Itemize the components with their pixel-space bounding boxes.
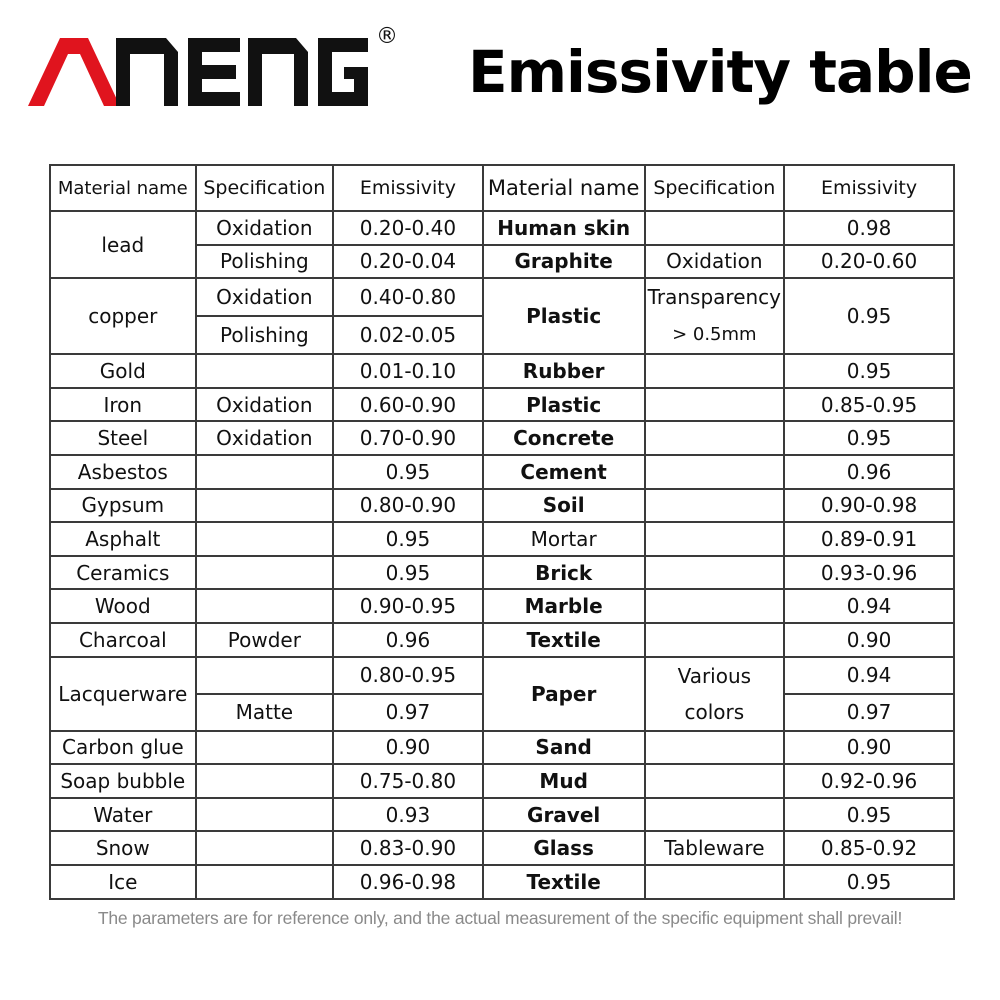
- material-name: Brick: [483, 556, 645, 590]
- emissivity: 0.95: [784, 354, 954, 388]
- material-name: Gold: [50, 354, 196, 388]
- table-row: [50, 589, 954, 623]
- material-name: Carbon glue: [50, 731, 196, 765]
- table-row: [50, 831, 954, 865]
- emissivity: 0.95: [784, 421, 954, 455]
- table-row: [50, 865, 954, 899]
- header-emissivity: Emissivity: [784, 165, 954, 211]
- specification: [196, 556, 334, 590]
- specification: [645, 421, 785, 455]
- specification: [196, 764, 334, 798]
- brand-name: [28, 22, 32, 23]
- table-row: [50, 798, 954, 832]
- specification: Oxidation: [196, 421, 334, 455]
- table-row: [50, 455, 954, 489]
- emissivity: 0.20-0.04: [333, 245, 483, 279]
- emissivity: 0.96: [333, 623, 483, 657]
- specification: [645, 589, 785, 623]
- emissivity: 0.92-0.96: [784, 764, 954, 798]
- specification: [645, 865, 785, 899]
- emissivity: 0.95: [333, 522, 483, 556]
- specification: Powder: [196, 623, 334, 657]
- emissivity: 0.80-0.95: [333, 657, 483, 694]
- emissivity: 0.90: [784, 623, 954, 657]
- table-row: [50, 731, 954, 765]
- table-row: [50, 623, 954, 657]
- emissivity: 0.20-0.60: [784, 245, 954, 279]
- emissivity: 0.93-0.96: [784, 556, 954, 590]
- specification: [196, 489, 334, 523]
- emissivity: 0.85-0.92: [784, 831, 954, 865]
- emissivity: 0.40-0.80: [333, 278, 483, 316]
- specification: [196, 354, 334, 388]
- page-title: Emissivity table: [468, 38, 972, 106]
- specification: [196, 455, 334, 489]
- emissivity: 0.97: [333, 694, 483, 731]
- emissivity: 0.20-0.40: [333, 211, 483, 245]
- emissivity: 0.97: [784, 694, 954, 731]
- emissivity: 0.90: [333, 731, 483, 765]
- table-row: [50, 522, 954, 556]
- material-name: Steel: [50, 421, 196, 455]
- specification: [196, 657, 334, 694]
- material-name: Snow: [50, 831, 196, 865]
- spec-line: > 0.5mm: [672, 324, 757, 346]
- header-emissivity: Emissivity: [333, 165, 483, 211]
- emissivity: 0.75-0.80: [333, 764, 483, 798]
- material-name: Iron: [50, 388, 196, 422]
- material-name: Water: [50, 798, 196, 832]
- material-name: Plastic: [483, 388, 645, 422]
- disclaimer-text: The parameters are for reference only, and the actual measurement of the specific equipment shall prevail!: [97, 908, 903, 928]
- specification: Oxidation: [196, 278, 334, 316]
- material-name: Textile: [483, 623, 645, 657]
- specification: [196, 522, 334, 556]
- emissivity: 0.02-0.05: [333, 316, 483, 354]
- material-name: Mud: [483, 764, 645, 798]
- emissivity: 0.90: [784, 731, 954, 765]
- table-row: [50, 354, 954, 388]
- table-row: [50, 556, 954, 590]
- material-name: Graphite: [483, 245, 645, 279]
- emissivity: 0.83-0.90: [333, 831, 483, 865]
- specification: [645, 489, 785, 523]
- emissivity: 0.90-0.95: [333, 589, 483, 623]
- emissivity: 0.94: [784, 657, 954, 694]
- header-material-name: Material name: [483, 165, 645, 211]
- material-name: Mortar: [483, 522, 645, 556]
- material-name: lead: [50, 211, 196, 278]
- spec-line: Various: [677, 663, 752, 688]
- emissivity: 0.94: [784, 589, 954, 623]
- emissivity: 0.95: [333, 556, 483, 590]
- specification: [645, 522, 785, 556]
- emissivity: 0.70-0.90: [333, 421, 483, 455]
- material-name: Human skin: [483, 211, 645, 245]
- material-name: Lacquerware: [50, 657, 196, 731]
- specification: [645, 556, 785, 590]
- specification: [645, 388, 785, 422]
- emissivity: 0.96-0.98: [333, 865, 483, 899]
- header-material-name: Material name: [50, 165, 196, 211]
- emissivity: 0.95: [784, 865, 954, 899]
- emissivity: 0.95: [784, 798, 954, 832]
- emissivity: 0.98: [784, 211, 954, 245]
- material-name: Cement: [483, 455, 645, 489]
- header-specification: Specification: [196, 165, 334, 211]
- aneng-logo-mark: [28, 22, 368, 112]
- specification: [196, 865, 334, 899]
- material-name: Paper: [483, 657, 645, 731]
- material-name: Plastic: [483, 278, 645, 354]
- specification: Polishing: [196, 245, 334, 279]
- emissivity: 0.95: [333, 455, 483, 489]
- specification: Oxidation: [196, 388, 334, 422]
- registered-mark: ®: [376, 24, 398, 49]
- emissivity: 0.01-0.10: [333, 354, 483, 388]
- material-name: Glass: [483, 831, 645, 865]
- header-row: [50, 165, 954, 211]
- specification: [645, 278, 785, 354]
- emissivity: 0.90-0.98: [784, 489, 954, 523]
- table-row: [50, 211, 954, 245]
- material-name: Asphalt: [50, 522, 196, 556]
- spec-line: Transparency: [647, 285, 782, 310]
- material-name: Ceramics: [50, 556, 196, 590]
- material-name: Concrete: [483, 421, 645, 455]
- specification: [645, 455, 785, 489]
- material-name: Ice: [50, 865, 196, 899]
- spec-line: colors: [684, 699, 745, 724]
- header-specification: Specification: [645, 165, 785, 211]
- specification: [645, 623, 785, 657]
- specification: [196, 831, 334, 865]
- specification: Tableware: [645, 831, 785, 865]
- emissivity: 0.80-0.90: [333, 489, 483, 523]
- specification: [196, 731, 334, 765]
- specification: [196, 589, 334, 623]
- specification: [645, 764, 785, 798]
- emissivity: 0.93: [333, 798, 483, 832]
- table-row: [50, 421, 954, 455]
- material-name: Asbestos: [50, 455, 196, 489]
- specification: [645, 211, 785, 245]
- material-name: Soil: [483, 489, 645, 523]
- emissivity: 0.60-0.90: [333, 388, 483, 422]
- specification: [645, 657, 785, 731]
- table-row: [50, 388, 954, 422]
- specification: [645, 354, 785, 388]
- emissivity: 0.96: [784, 455, 954, 489]
- material-name: Gravel: [483, 798, 645, 832]
- emissivity: 0.95: [784, 278, 954, 354]
- material-name: copper: [50, 278, 196, 354]
- specification: [196, 798, 334, 832]
- specification: [645, 798, 785, 832]
- material-name: Textile: [483, 865, 645, 899]
- specification: Oxidation: [196, 211, 334, 245]
- table-row: [50, 657, 954, 694]
- material-name: Gypsum: [50, 489, 196, 523]
- table-row: [50, 278, 954, 316]
- material-name: Sand: [483, 731, 645, 765]
- emissivity-table: [49, 164, 955, 900]
- emissivity: 0.89-0.91: [784, 522, 954, 556]
- table-row: [50, 489, 954, 523]
- specification: [645, 731, 785, 765]
- material-name: Rubber: [483, 354, 645, 388]
- emissivity: 0.85-0.95: [784, 388, 954, 422]
- material-name: Wood: [50, 589, 196, 623]
- specification: Polishing: [196, 316, 334, 354]
- specification: Matte: [196, 694, 334, 731]
- specification: Oxidation: [645, 245, 785, 279]
- aneng-logo: [28, 22, 398, 112]
- material-name: Soap bubble: [50, 764, 196, 798]
- material-name: Charcoal: [50, 623, 196, 657]
- material-name: Marble: [483, 589, 645, 623]
- table-row: [50, 764, 954, 798]
